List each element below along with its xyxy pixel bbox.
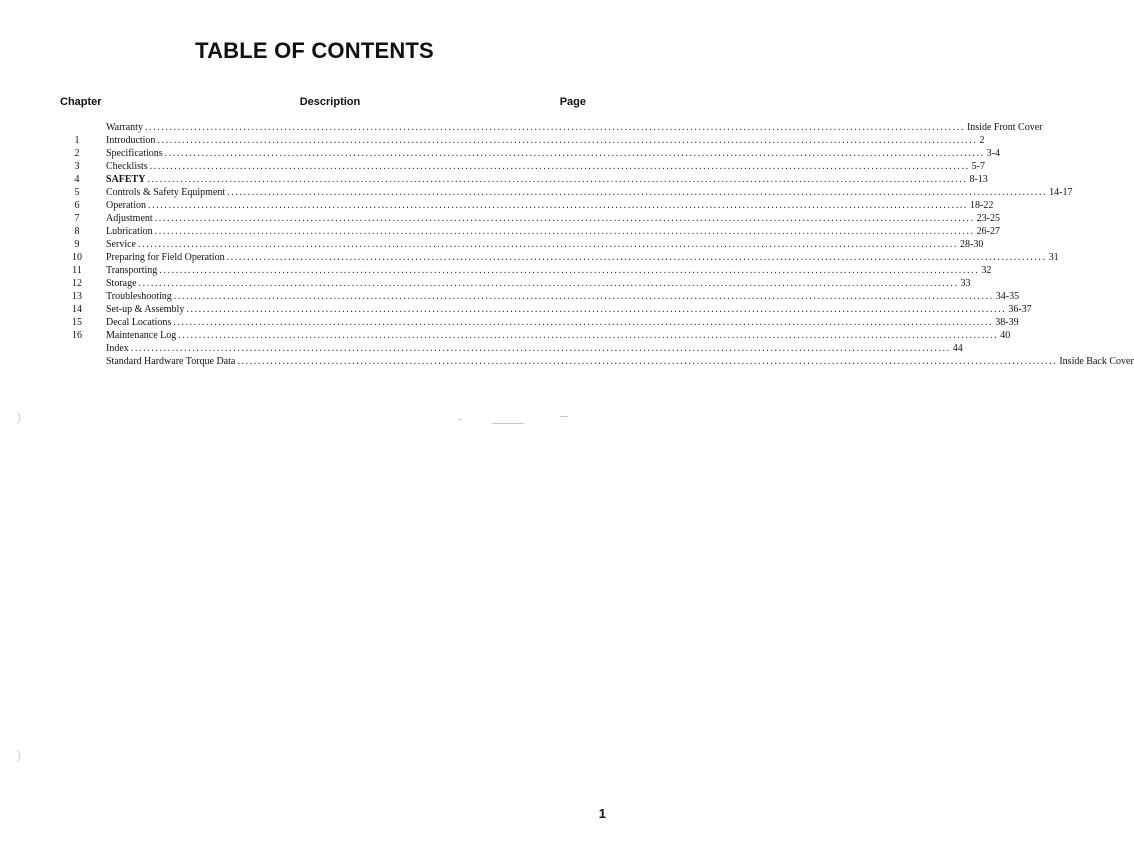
toc-row[interactable]	[60, 238, 984, 251]
toc-entry	[94, 355, 1134, 368]
page-column-header: Page	[559, 96, 586, 108]
toc-description: Index	[106, 343, 129, 354]
description-column-header: Description	[299, 96, 361, 108]
toc-description: Specifications	[106, 148, 163, 159]
toc-description: Set-up & Assembly	[106, 304, 185, 315]
dot-leader: ........................................................................................................................................................................................................	[237, 356, 1058, 367]
toc-row[interactable]	[60, 290, 1020, 303]
toc-chapter-number: 4	[74, 174, 80, 185]
chapter-column-header: Chapter	[60, 96, 102, 108]
toc-page-number: 31	[1048, 252, 1059, 263]
toc-description: Transporting	[106, 265, 158, 276]
toc-page-number: 3-4	[986, 148, 1000, 159]
toc-entry	[94, 212, 1000, 225]
toc-page-number: 34-35	[995, 291, 1020, 302]
toc-description: Service	[106, 239, 136, 250]
toc-row[interactable]	[60, 199, 994, 212]
toc-page-number: 28-30	[960, 239, 984, 250]
toc-row[interactable]	[60, 173, 988, 186]
toc-description: Introduction	[106, 135, 156, 146]
dot-leader: ........................................................................................................................................................................................................	[159, 265, 980, 276]
dot-leader: ........................................................................................................................................................................................................	[147, 174, 968, 185]
toc-row[interactable]	[60, 316, 1019, 329]
toc-entry	[94, 173, 988, 186]
toc-entry	[94, 329, 1010, 342]
toc-row[interactable]	[60, 147, 1000, 160]
toc-row[interactable]	[60, 329, 1011, 342]
dot-leader: ........................................................................................................................................................................................................	[173, 291, 994, 302]
toc-description: Lubrication	[106, 226, 153, 237]
toc-entry	[94, 121, 1043, 134]
dot-leader: ........................................................................................................................................................................................................	[130, 343, 951, 354]
toc-description: Maintenance Log	[106, 330, 177, 341]
dot-leader: ........................................................................................................................................................................................................	[173, 317, 994, 328]
toc-entry	[94, 251, 1059, 264]
toc-row[interactable]	[60, 264, 992, 277]
toc-entry	[94, 316, 1019, 329]
toc-entry	[94, 160, 985, 173]
toc-entry	[94, 290, 1019, 303]
toc-page-number: 2	[979, 135, 985, 146]
toc-chapter-number: 6	[74, 200, 80, 211]
scan-artifact-mark: )	[16, 748, 22, 764]
scan-artifact-smudge	[560, 416, 568, 417]
toc-chapter-number: 16	[72, 330, 82, 341]
dot-leader: ........................................................................................................................................................................................................	[154, 226, 975, 237]
toc-chapter-number: 8	[74, 226, 80, 237]
toc-row[interactable]	[60, 251, 1059, 264]
toc-description: Controls & Safety Equipment	[106, 187, 226, 198]
toc-entry	[94, 147, 1000, 160]
toc-chapter-number: 3	[74, 161, 80, 172]
toc-page-number: 23-25	[976, 213, 1001, 224]
toc-row[interactable]	[60, 225, 1000, 238]
toc-chapter-number: 2	[74, 148, 80, 159]
toc-row[interactable]	[60, 277, 971, 290]
toc-chapter-number: 11	[72, 265, 82, 276]
dot-leader: ........................................................................................................................................................................................................	[148, 200, 968, 211]
toc-entry	[94, 238, 983, 251]
toc-entry	[94, 342, 963, 355]
toc-page-number: 40	[1000, 330, 1011, 341]
toc-page-number: Inside Front Cover	[966, 122, 1043, 133]
toc-chapter-number: 15	[72, 317, 82, 328]
dot-leader: ........................................................................................................................................................................................................	[144, 122, 965, 133]
toc-entry	[94, 264, 991, 277]
toc-chapter-number: 13	[72, 291, 82, 302]
toc-row[interactable]	[60, 303, 1032, 316]
page-title: TABLE OF CONTENTS	[195, 38, 434, 63]
toc-description: Troubleshooting	[106, 291, 172, 302]
toc-page-number: 5-7	[971, 161, 986, 172]
toc-description: Operation	[106, 200, 146, 211]
dot-leader: ........................................................................................................................................................................................................	[186, 304, 1007, 315]
toc-description: Standard Hardware Torque Data	[106, 356, 236, 367]
toc-row[interactable]	[60, 186, 1073, 199]
scan-artifact-smudge	[492, 423, 524, 424]
toc-page-number: Inside Back Cover	[1059, 356, 1134, 367]
toc-page-number: 38-39	[995, 317, 1019, 328]
toc-page-number: 36-37	[1008, 304, 1032, 315]
toc-page-number: 8-13	[969, 174, 988, 185]
dot-leader: ........................................................................................................................................................................................................	[138, 239, 958, 250]
toc-description: Preparing for Field Operation	[106, 252, 225, 263]
toc-description: Checklists	[106, 161, 148, 172]
toc-row[interactable]	[60, 342, 963, 355]
toc-page-number: 32	[981, 265, 992, 276]
toc-row[interactable]	[60, 121, 1043, 134]
toc-entry	[94, 134, 984, 147]
dot-leader: ........................................................................................................................................................................................................	[164, 148, 985, 159]
toc-chapter-number: 1	[74, 135, 80, 146]
page-number: 1	[598, 806, 606, 821]
toc-row[interactable]	[60, 212, 1001, 225]
toc-entry	[94, 225, 1000, 238]
toc-page-number: 26-27	[976, 226, 1000, 237]
toc-chapter-number: 7	[74, 213, 80, 224]
toc-chapter-number: 5	[74, 187, 80, 198]
toc-entry	[94, 186, 1073, 199]
dot-leader: ........................................................................................................................................................................................................	[157, 135, 978, 146]
toc-page-number: 33	[960, 278, 971, 289]
toc-entry	[94, 303, 1032, 316]
toc-entry	[94, 277, 971, 290]
dot-leader: ........................................................................................................................................................................................................	[178, 330, 999, 341]
toc-page-number: 44	[952, 343, 963, 354]
toc-chapter-number: 9	[74, 239, 80, 250]
toc-row[interactable]	[60, 355, 1134, 368]
toc-entry	[94, 199, 993, 212]
toc-description: Warranty	[106, 122, 143, 133]
toc-description: Decal Locations	[106, 317, 172, 328]
toc-description: SAFETY	[106, 174, 146, 185]
toc-chapter-number: 14	[72, 304, 82, 315]
dot-leader: ........................................................................................................................................................................................................	[149, 161, 970, 172]
toc-row[interactable]	[60, 160, 986, 173]
toc-chapter-number: 12	[72, 278, 82, 289]
toc-description: Storage	[106, 278, 137, 289]
dot-leader: ........................................................................................................................................................................................................	[226, 252, 1047, 263]
dot-leader: ........................................................................................................................................................................................................	[227, 187, 1048, 198]
scan-artifact-smudge	[458, 419, 462, 420]
scan-artifact-mark: )	[16, 410, 22, 426]
toc-page-number: 18-22	[970, 200, 994, 211]
toc-chapter-number: 10	[72, 252, 82, 263]
dot-leader: ........................................................................................................................................................................................................	[138, 278, 959, 289]
toc-row[interactable]	[60, 134, 985, 147]
table-of-contents-list	[60, 121, 1134, 368]
toc-page-number: 14-17	[1049, 187, 1073, 198]
toc-description: Adjustment	[106, 213, 153, 224]
dot-leader: ........................................................................................................................................................................................................	[154, 213, 975, 224]
